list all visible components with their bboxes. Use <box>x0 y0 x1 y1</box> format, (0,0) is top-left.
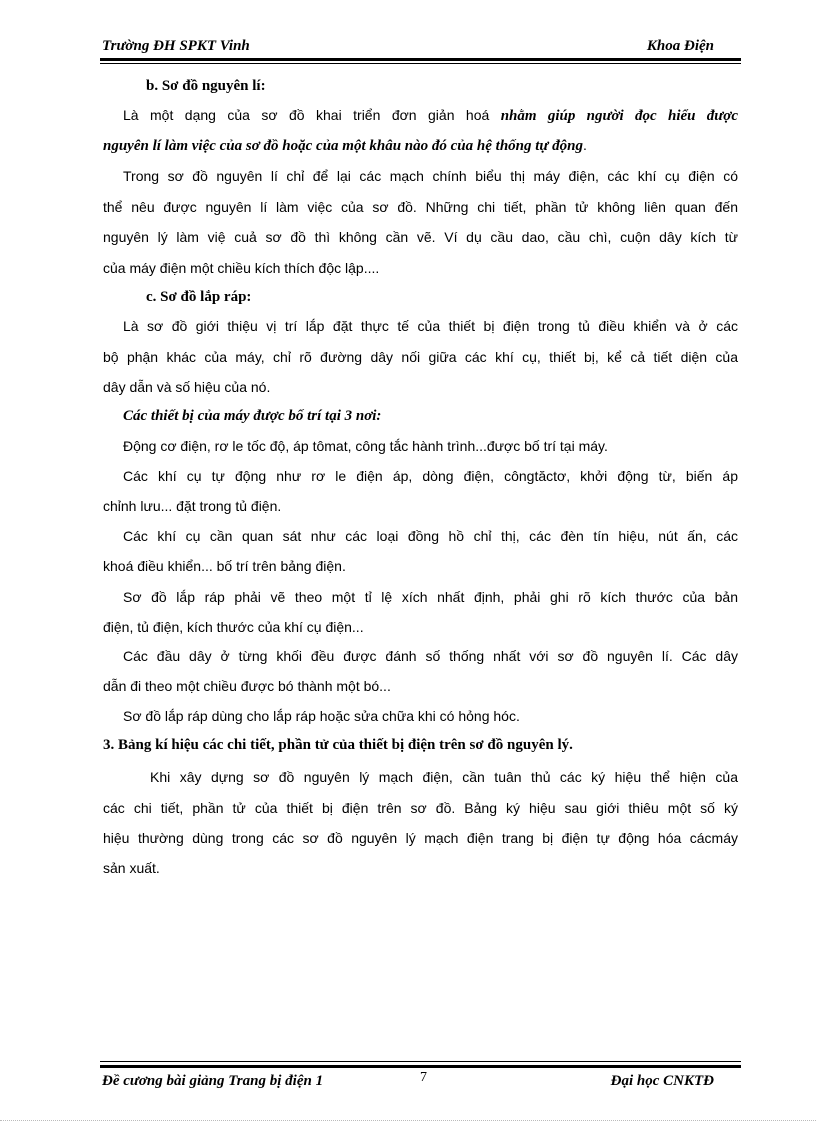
page-number: 7 <box>420 1070 427 1085</box>
section-c-p6-line1: Các đầu dây ở từng khối đều được đánh số thống nhất với sơ đồ nguyên lí. Các dây <box>123 648 738 664</box>
section-b-p2-line2: thể nêu được nguyên lí làm việc của sơ đồ. Những chi tiết, phần tử không liên quan đến <box>103 199 738 215</box>
header-rule-thick <box>100 58 741 61</box>
section-c-p4-line1: Các khí cụ cần quan sát như các loại đồng hồ chỉ thị, các đèn tín hiệu, nút ấn, các <box>123 528 738 544</box>
section-c-p4-line2: khoá điều khiển... bố trí trên bảng điện. <box>103 558 346 574</box>
section-3-p-line2: các chi tiết, phần tử của thiết bị điện trên sơ đồ. Bảng ký hiệu sau giới thiêu một số ký <box>103 800 738 816</box>
section-c-p1-line2: bộ phận khác của máy, chỉ rõ đường dây nối giữa các khí cụ, thiết bị, kể cả tiết diện của <box>103 349 738 365</box>
footer-university: Đại học CNKTĐ <box>610 1073 714 1089</box>
section-c-p7: Sơ đồ lắp ráp dùng cho lắp ráp hoặc sửa chữa khi có hỏng hóc. <box>123 708 520 724</box>
section-b-p1-emphasis1: nhằm giúp người đọc hiểu được <box>500 108 738 124</box>
section-c-p6-line2: dẫn đi theo một chiều được bó thành một bó... <box>103 678 391 694</box>
section-b-p2-line1: Trong sơ đồ nguyên lí chỉ để lại các mạch chính biểu thị máy điện, các khí cụ điện có <box>123 168 738 184</box>
page-edge-divider <box>0 1120 816 1121</box>
section-3-p-line3: hiệu thường dùng trong các sơ đồ nguyên lý mạch điện trang bị điện tự động hóa cácmáy <box>103 830 738 846</box>
section-c-p5-line1: Sơ đồ lắp ráp phải vẽ theo một tỉ lệ xích nhất định, phải ghi rõ kích thước của bản <box>123 589 738 605</box>
section-c-p1-line1: Là sơ đồ giới thiệu vị trí lắp đặt thực tế của thiết bị điện trong tủ điều khiển và ở các <box>123 318 738 334</box>
section-c-p3-line1: Các khí cụ tự động như rơ le điện áp, dòng điện, côngtăctơ, khởi động từ, biến áp <box>123 468 738 484</box>
section-b-p2-line3: nguyên lý làm việ cuả sơ đồ thì không cần vẽ. Ví dụ cầu dao, cầu chì, cuộn dây kích từ <box>103 229 738 245</box>
footer-rule-thick <box>100 1065 741 1068</box>
header-department: Khoa Điện <box>646 38 714 54</box>
section-b-heading: b. Sơ đồ nguyên lí: <box>146 78 266 94</box>
section-b-p2-line4: của máy điện một chiều kích thích độc lập.... <box>103 260 380 276</box>
section-b-p1-end: . <box>583 137 587 153</box>
page-header <box>100 36 740 56</box>
section-3-heading: 3. Bảng kí hiệu các chi tiết, phần tử của thiết bị điện trên sơ đồ nguyên lý. <box>103 737 573 753</box>
section-c-subheading: Các thiết bị của máy được bố trí tại 3 nơi: <box>123 408 382 424</box>
section-3-p-line1: Khi xây dựng sơ đồ nguyên lý mạch điện, cần tuân thủ các ký hiệu thể hiện của <box>150 769 738 785</box>
header-school: Trường ĐH SPKT Vinh <box>102 38 250 54</box>
section-c-p5-line2: điện, tủ điện, kích thước của khí cụ điện... <box>103 619 364 635</box>
page-footer <box>100 1070 740 1092</box>
header-rule-thin <box>100 63 741 64</box>
section-b-p1-emphasis2: nguyên lí làm việc của sơ đồ hoặc của một khâu nào đó của hệ thống tự động <box>103 138 583 154</box>
section-b-p1-line1 <box>103 105 738 126</box>
footer-course-title: Đề cương bài giảng Trang bị điện 1 <box>102 1073 324 1089</box>
section-b-p1-line2 <box>103 135 738 156</box>
section-3-p-line4: sản xuất. <box>103 860 160 876</box>
section-c-heading: c. Sơ đồ lắp ráp: <box>146 289 252 305</box>
section-c-p2: Động cơ điện, rơ le tốc độ, áp tômat, công tắc hành trình...được bố trí tại máy. <box>123 438 608 454</box>
section-c-p1-line3: dây dẫn và số hiệu của nó. <box>103 379 271 395</box>
section-b-p1-start: Là một dạng của sơ đồ khai triển đơn giản hoá <box>123 107 501 123</box>
section-c-p3-line2: chỉnh lưu... đặt trong tủ điện. <box>103 498 282 514</box>
footer-rule-thin <box>100 1061 741 1062</box>
